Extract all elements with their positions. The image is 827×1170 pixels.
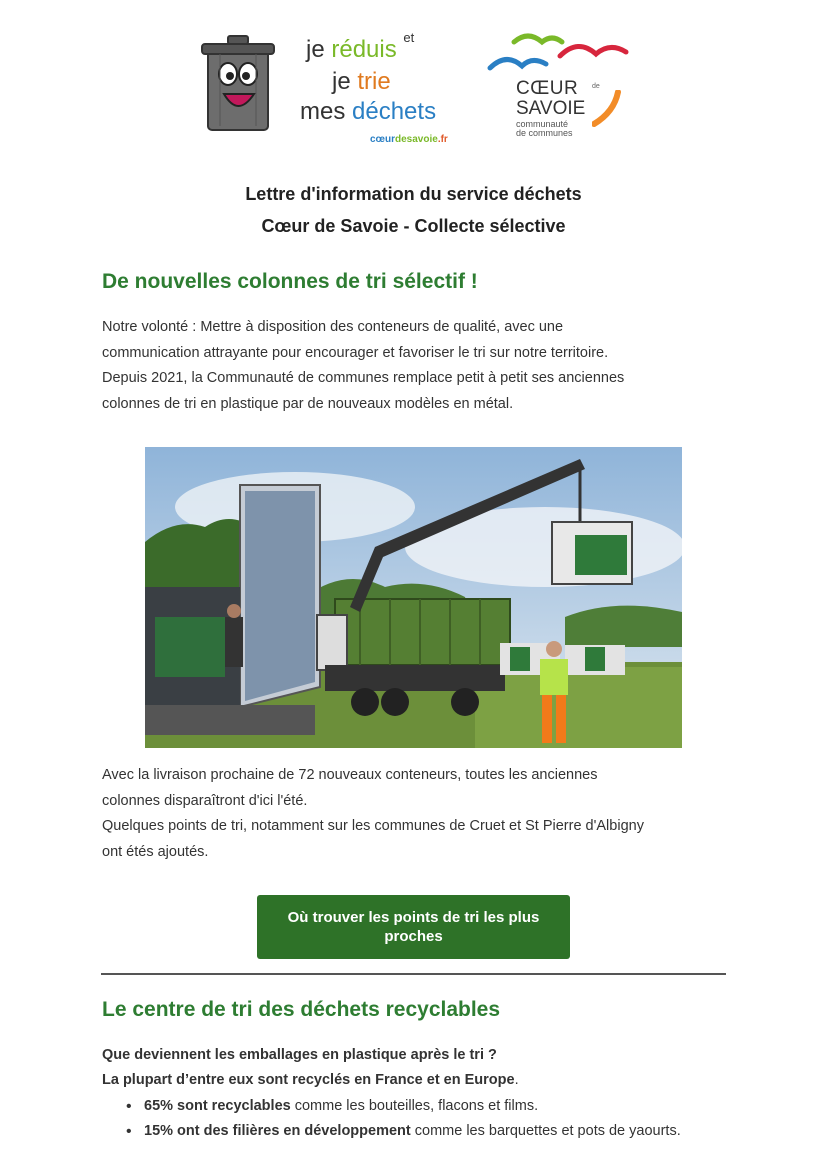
plastic-question: Que deviennent les emballages en plastique après le tri ? (102, 1047, 497, 1063)
section-heading-colonnes: De nouvelles colonnes de tri sélectif ! (102, 270, 478, 293)
container-delivery-photo (145, 447, 682, 748)
birds-icon (486, 28, 631, 78)
divider (101, 973, 726, 975)
newsletter-title: Lettre d'information du service déchets Cœur de Savoie - Collecte sélective (245, 184, 582, 236)
orange-swoosh-icon (592, 90, 622, 130)
intro-paragraph: Notre volonté : Mettre à disposition des conteneurs de qualité, avec une communication attrayante pour encourager et favoriser le tri sur notre territoire. Depuis 2021, la Communauté de communes remplace petit à petit ses anciennes colonnes de tri en plastique par de nouveaux modèles en métal. (102, 319, 625, 412)
plastic-answer: La plupart d’entre eux sont recyclés en France et en Europe. (102, 1072, 519, 1088)
trash-bin-mascot-icon (200, 34, 276, 134)
website-url: cœurdesavoie.fr (370, 134, 448, 145)
slogan-logo: je réduis $^{et}$ je trie mes déchets cœurdesavoie.fr (300, 30, 448, 145)
section-heading-centre-de-tri: Le centre de tri des déchets recyclables (102, 998, 501, 1021)
coeur-de-savoie-logo: CŒUR de SAVOIE communauté de communes (486, 28, 631, 146)
header-logos (0, 28, 827, 148)
list-item: • 65% sont recyclables comme les bouteilles, flacons et films. (102, 1094, 742, 1119)
find-sorting-points-button[interactable]: Où trouver les points de tri les plus proches (257, 895, 570, 959)
delivery-paragraph: Avec la livraison prochaine de 72 nouveaux conteneurs, toutes les anciennes colonnes disparaîtront d'ici l'été. Quelques points de tri, notamment sur les communes de Cruet et St Pierre d'Albigny ont étés ajoutés. (102, 767, 644, 860)
recycling-stats-list (102, 1094, 742, 1144)
list-item: • 15% ont des filières en développement comme les barquettes et pots de yaourts. (102, 1119, 704, 1144)
